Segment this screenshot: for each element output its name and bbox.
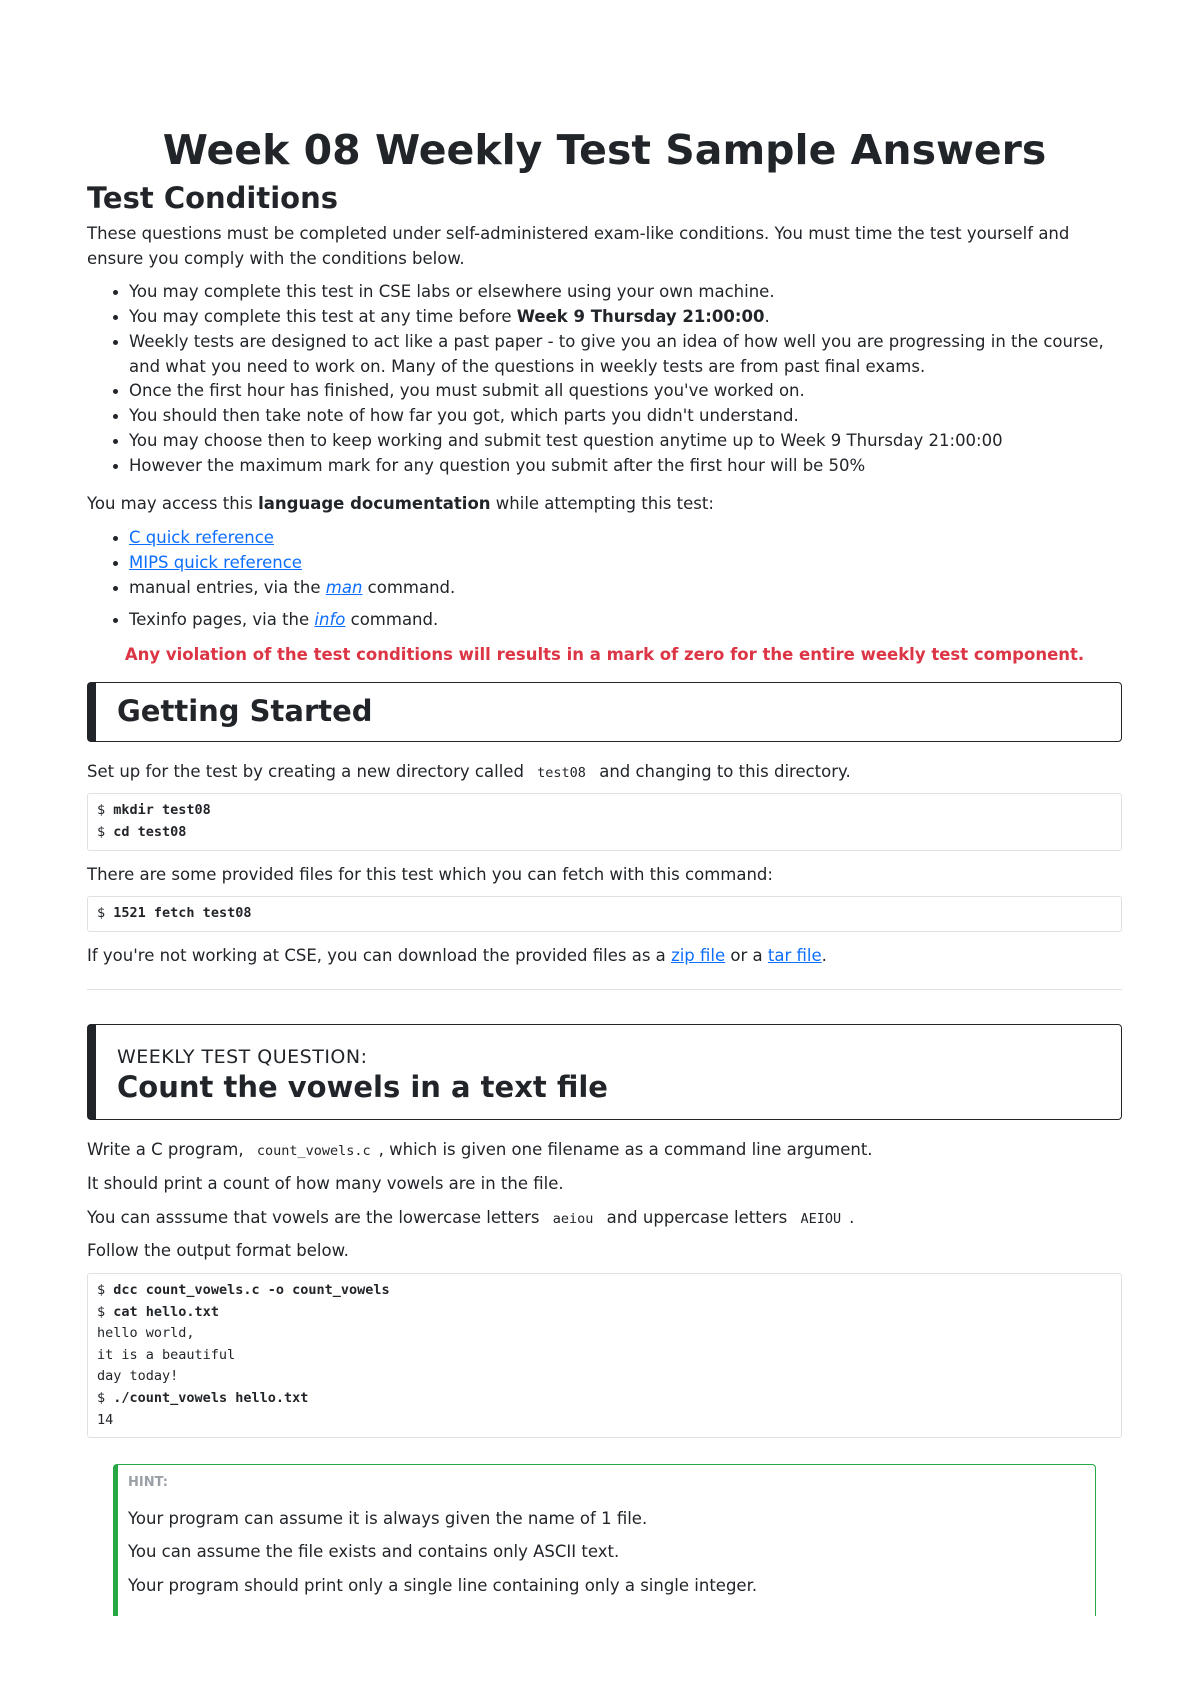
dir-name-code: test08 (537, 764, 586, 781)
question-p2: It should print a count of how many vowels are in the file. (87, 1173, 564, 1193)
hint-box (113, 1464, 1096, 1616)
question-p4: Follow the output format below. (87, 1241, 349, 1261)
fetch-terminal: $ 1521 fetch test08 (87, 896, 1122, 932)
lowercase-vowels-code: aeiou (552, 1210, 594, 1227)
man-link[interactable]: man (325, 577, 363, 597)
main-content (87, 126, 1122, 1616)
list-item: • You may complete this test in CSE labs or elsewhere using your own machine. (129, 280, 1122, 305)
page-title: Week 08 Weekly Test Sample Answers (162, 126, 1047, 174)
setup-terminal: $ mkdir test08 $ cd test08 (87, 793, 1122, 850)
mips-quick-reference-link[interactable]: MIPS quick reference (129, 552, 302, 572)
section-divider (87, 989, 1122, 990)
hint-line: Your program can assume it is always given the name of 1 file. (128, 1508, 648, 1528)
getting-started-heading: Getting Started (117, 693, 373, 728)
question-p3: You can asssume that vowels are the lowercase letters aeiou and uppercase letters AEIOU . (87, 1207, 855, 1227)
zip-file-link[interactable]: zip file (671, 945, 726, 965)
list-item: • Weekly tests are designed to act like a past paper - to give you an idea of how well you are progressing in the course, and what you need to work on. Many of the questions in weekly tests are from past final exams. (129, 330, 1122, 380)
list-item: • manual entries, via the man command. (129, 576, 1122, 601)
setup-text: Set up for the test by creating a new directory called test08 and changing to this directory. (87, 761, 851, 781)
list-item (129, 526, 1122, 551)
list-item: • However the maximum mark for any question you submit after the first hour will be 50% (129, 454, 1122, 479)
list-item: • You may choose then to keep working and submit test question anytime up to Week 9 Thursday 21:00:00 (129, 429, 1122, 454)
info-link[interactable]: info (314, 610, 346, 630)
fetch-text: There are some provided files for this test which you can fetch with this command: (87, 864, 773, 884)
conditions-list (87, 280, 1122, 478)
hint-label: HINT: (128, 1475, 168, 1491)
list-item: • Texinfo pages, via the info command. (129, 608, 1122, 633)
hint-line: You can assume the file exists and contains only ASCII text. (128, 1542, 620, 1562)
test-conditions-heading: Test Conditions (87, 181, 339, 216)
list-item (129, 551, 1122, 576)
docs-list (87, 526, 1122, 633)
list-item: • Once the first hour has finished, you must submit all questions you've worked on. (129, 379, 1122, 404)
list-item: • You may complete this test at any time before Week 9 Thursday 21:00:00. (129, 305, 1122, 330)
question-heading: Count the vowels in a text file (117, 1070, 608, 1105)
conditions-intro: These questions must be completed under self-administered exam-like conditions. You must time the test yourself and ensure you comply with the conditions below. (87, 223, 1070, 268)
example-terminal: $ dcc count_vowels.c -o count_vowels $ cat hello.txt hello world, it is a beautiful day today! $ ./count_vowels hello.txt 14 (87, 1273, 1122, 1438)
deadline: Week 9 Thursday 21:00:00 (516, 307, 765, 327)
question-kicker: WEEKLY TEST QUESTION: (117, 1045, 368, 1068)
filename-code: count_vowels.c (256, 1143, 371, 1160)
uppercase-vowels-code: AEIOU (800, 1210, 842, 1227)
download-text: If you're not working at CSE, you can download the provided files as a zip file or a tar file. (87, 945, 827, 965)
question-p1: Write a C program, count_vowels.c , which is given one filename as a command line argument. (87, 1140, 873, 1160)
tar-file-link[interactable]: tar file (767, 945, 822, 965)
list-item: • You should then take note of how far you got, which parts you didn't understand. (129, 404, 1122, 429)
question-box (87, 1024, 1122, 1120)
getting-started-box (87, 682, 1122, 742)
hint-line: Your program should print only a single line containing only a single integer. (128, 1576, 758, 1596)
docs-intro: You may access this language documentation while attempting this test: (87, 494, 714, 514)
c-quick-reference-link[interactable]: C quick reference (129, 528, 274, 548)
violation-warning: Any violation of the test conditions will results in a mark of zero for the entire weekly test component. (124, 645, 1085, 665)
